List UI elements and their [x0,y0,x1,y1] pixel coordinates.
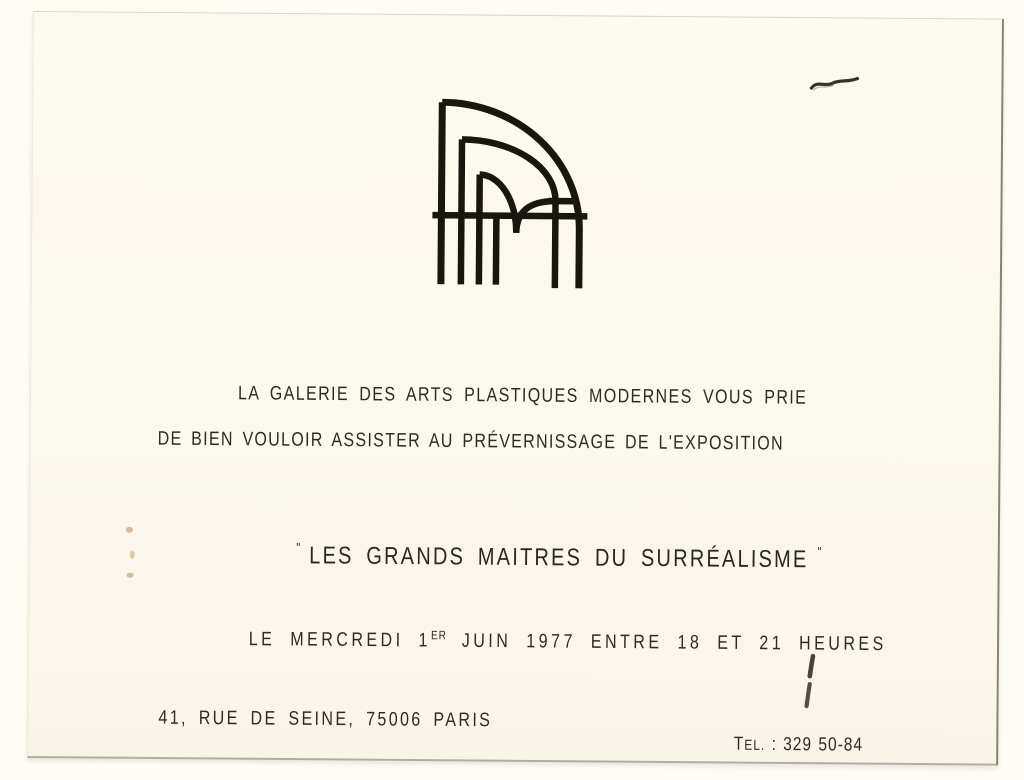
date-ordinal-suffix: ER [430,629,447,643]
stain-speck [127,573,134,578]
exhibition-title: LES GRANDS MAITRES DU SURRÉALISME [309,542,809,574]
date-rest: JUIN 1977 ENTRE 18 ET 21 HEURES [446,630,887,655]
exhibition-title-line [219,517,821,596]
phone-separator: : [765,733,784,755]
phone-label-initial: T [733,733,745,755]
date-prefix: LE MERCREDI 1 [248,629,432,652]
stain-speck [126,527,133,533]
title-close-quote: " [817,545,822,561]
intro-line-1: LA GALERIE DES ARTS PLASTIQUES MODERNES VOUS PRIE [237,383,808,409]
title-open-quote: " [296,541,301,556]
phone-label-rest: EL. [744,735,766,753]
gallery-address: 41, RUE DE SEINE, 75006 PARIS [158,707,493,732]
gallery-phone [696,715,863,773]
event-date-line [159,609,887,674]
intro-line-2: DE BIEN VOULOIR ASSISTER AU PRÉVERNISSAGE DE L'EXPOSITION [157,428,785,455]
pen-check-mark [800,652,822,714]
staple-squiggle-mark [805,70,865,100]
stain-speck [130,551,135,559]
gallery-monogram-logo [429,94,591,295]
phone-number: 329 50-84 [783,733,864,755]
invitation-card [27,11,1004,766]
